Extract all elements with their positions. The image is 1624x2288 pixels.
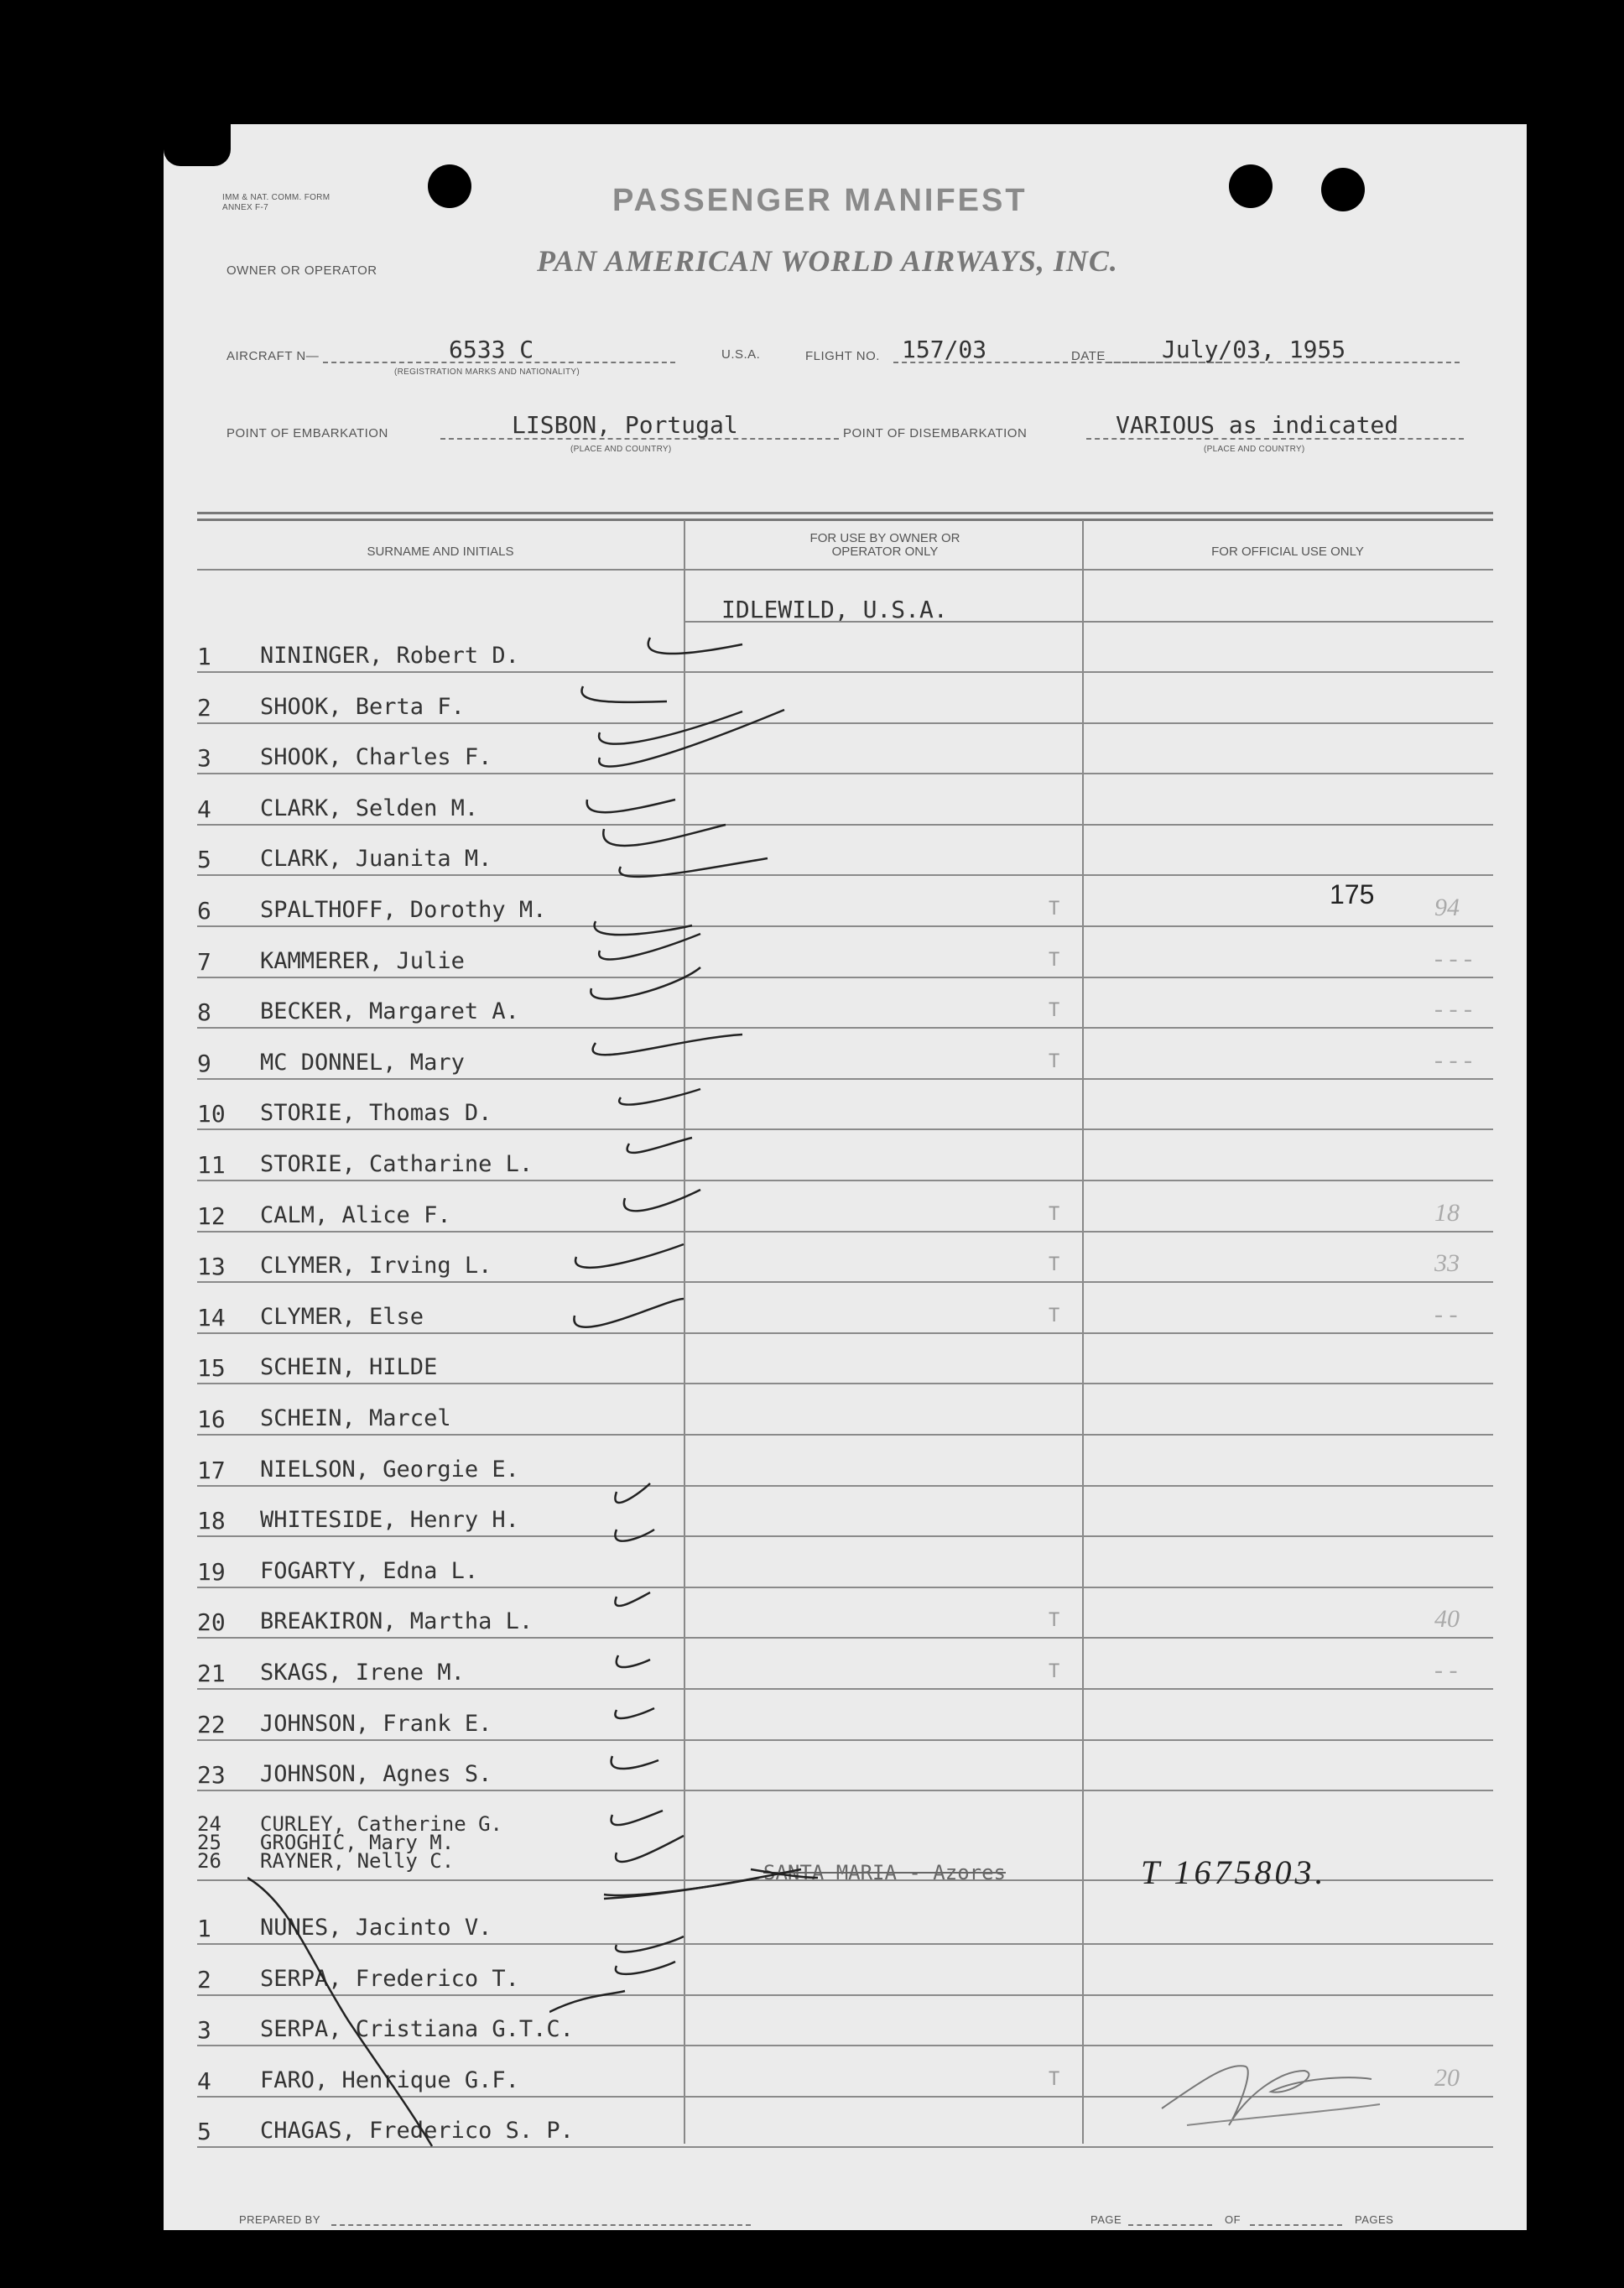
operator-mark: T [1049, 1254, 1060, 1276]
passenger-name: SCHEIN, HILDE [260, 1354, 438, 1381]
passenger-name: KAMMERER, Julie [260, 947, 465, 974]
operator-mark: T [1049, 949, 1060, 971]
passenger-name: FARO, Henrique G.F. [260, 2066, 519, 2093]
passenger-name: GROGHIC, Mary M. [260, 1831, 455, 1854]
passenger-number: 4 [197, 2066, 211, 2095]
passenger-name: SERPA, Cristiana G.T.C. [260, 2016, 574, 2043]
passenger-number: 3 [197, 744, 211, 773]
flight-label: FLIGHT NO. [805, 349, 880, 363]
passenger-number: 17 [197, 1456, 226, 1484]
date-value: July/03, 1955 [1162, 336, 1346, 363]
passenger-number: 14 [197, 1303, 226, 1332]
punch-hole [428, 164, 471, 208]
passenger-name: BECKER, Margaret A. [260, 998, 519, 1025]
passenger-number: 1 [197, 1915, 211, 1942]
disembark-label: POINT OF DISEMBARKATION [843, 426, 1028, 440]
passenger-number: 1 [197, 643, 211, 670]
aircraft-label: AIRCRAFT N— [226, 349, 320, 363]
owner-label: OWNER OR OPERATOR [226, 263, 377, 278]
operator-mark: T [1049, 899, 1060, 920]
operator-mark: T [1049, 1661, 1060, 1682]
date-label: DATE [1071, 349, 1106, 363]
passenger-number: 5 [197, 2118, 211, 2146]
official-value: 33 [1434, 1249, 1460, 1278]
official-value: - - [1434, 1656, 1458, 1684]
passenger-name: CLYMER, Else [260, 1303, 424, 1330]
passenger-number: 20 [197, 1608, 226, 1637]
passenger-number: 7 [197, 947, 211, 976]
passenger-name: CLARK, Selden M. [260, 795, 479, 821]
passenger-name: JOHNSON, Agnes S. [260, 1761, 492, 1788]
passenger-number: 16 [197, 1405, 226, 1433]
passenger-name: CALM, Alice F. [260, 1201, 451, 1228]
official-note-175: 175 [1330, 879, 1375, 909]
destination-idlewild: IDLEWILD, U.S.A. [721, 596, 948, 623]
signature [1153, 2046, 1405, 2138]
flight-value: 157/03 [902, 336, 987, 363]
passenger-number: 15 [197, 1354, 226, 1383]
prepared-label: PREPARED BY [239, 2213, 321, 2226]
passenger-number: 5 [197, 846, 211, 874]
operator-mark: T [1049, 1610, 1060, 1632]
passenger-number: 3 [197, 2016, 211, 2045]
passenger-number: 9 [197, 1049, 211, 1077]
official-value: - - - [1434, 1045, 1472, 1074]
passenger-number: 12 [197, 1201, 226, 1230]
col-official-header: FOR OFFICIAL USE ONLY [1211, 545, 1364, 559]
passenger-name: NININGER, Robert D. [260, 643, 519, 669]
embark-value: LISBON, Portugal [512, 411, 738, 439]
aircraft-value: 6533 C [449, 336, 534, 363]
passenger-name: CURLEY, Catherine G. [260, 1812, 502, 1836]
passenger-name: CHAGAS, Frederico S. P. [260, 2118, 574, 2145]
operator-mark: T [1049, 2068, 1060, 2090]
page-label: PAGE [1090, 2213, 1122, 2226]
passenger-number: 24 [197, 1812, 221, 1836]
passenger-number: 10 [197, 1100, 226, 1128]
manifest-page [164, 124, 1527, 2230]
operator-mark: T [1049, 1000, 1060, 1022]
disembark-sub: (PLACE AND COUNTRY) [1204, 445, 1305, 454]
passenger-number: 18 [197, 1507, 226, 1535]
official-value: 94 [1434, 894, 1460, 921]
passenger-name: SKAGS, Irene M. [260, 1660, 465, 1686]
operator-mark: T [1049, 1305, 1060, 1326]
passenger-number: 11 [197, 1151, 226, 1179]
passenger-number: 13 [197, 1253, 226, 1281]
usa-label: U.S.A. [721, 347, 761, 362]
embark-label: POINT OF EMBARKATION [226, 426, 388, 440]
passenger-number: 26 [197, 1849, 221, 1873]
destination-santa-maria: SANTA MARIA - Azores [763, 1861, 1006, 1884]
owner-value: PAN AMERICAN WORLD AIRWAYS, INC. [537, 244, 1118, 278]
passenger-name: STORIE, Catharine L. [260, 1151, 534, 1177]
punch-hole [164, 107, 231, 166]
passenger-number: 22 [197, 1710, 226, 1738]
operator-mark: T [1049, 1050, 1060, 1072]
passenger-name: NUNES, Jacinto V. [260, 1915, 492, 1941]
passenger-number: 23 [197, 1761, 226, 1790]
passenger-number: 21 [197, 1660, 226, 1687]
official-note-ticket: T 1675803. [1141, 1853, 1327, 1891]
form-title: PASSENGER MANIFEST [612, 183, 1028, 218]
passenger-name: SCHEIN, Marcel [260, 1405, 451, 1431]
passenger-name: BREAKIRON, Martha L. [260, 1608, 534, 1635]
operator-mark: T [1049, 1203, 1060, 1225]
of-label: OF [1225, 2213, 1241, 2226]
passenger-name: SHOOK, Charles F. [260, 744, 492, 771]
passenger-number: 19 [197, 1557, 226, 1586]
official-value: - - [1434, 1300, 1458, 1328]
passenger-number: 8 [197, 998, 211, 1027]
passenger-name: CLARK, Juanita M. [260, 846, 492, 873]
form-code: IMM & NAT. COMM. FORM ANNEX F-7 [222, 193, 331, 212]
passenger-number: 25 [197, 1831, 221, 1854]
col-operator-header: FOR USE BY OWNER OR OPERATOR ONLY [809, 531, 960, 559]
disembark-value: VARIOUS as indicated [1116, 411, 1399, 439]
passenger-name: MC DONNEL, Mary [260, 1049, 465, 1076]
passenger-name: FOGARTY, Edna L. [260, 1557, 479, 1584]
official-value: 18 [1434, 1198, 1460, 1227]
passenger-name: SHOOK, Berta F. [260, 693, 465, 720]
passenger-number: 4 [197, 795, 211, 823]
passenger-name: RAYNER, Nelly C. [260, 1849, 455, 1873]
passenger-name: WHITESIDE, Henry H. [260, 1507, 519, 1534]
official-value: - - - [1434, 944, 1472, 972]
punch-hole [1321, 168, 1365, 211]
official-value: 20 [1434, 2063, 1460, 2092]
official-value: 40 [1434, 1605, 1460, 1634]
passenger-name: CLYMER, Irving L. [260, 1253, 492, 1280]
passenger-name: JOHNSON, Frank E. [260, 1710, 492, 1737]
passenger-number: 2 [197, 693, 211, 722]
passenger-name: SERPA, Frederico T. [260, 1965, 519, 1992]
cross-out-line [247, 1853, 835, 2188]
pages-label: PAGES [1355, 2213, 1394, 2226]
punch-hole [1229, 164, 1273, 208]
embark-sub: (PLACE AND COUNTRY) [570, 445, 672, 454]
passenger-name: SPALTHOFF, Dorothy M. [260, 897, 547, 923]
aircraft-sub: (REGISTRATION MARKS AND NATIONALITY) [394, 367, 580, 377]
passenger-name: NIELSON, Georgie E. [260, 1456, 519, 1483]
col-surname-header: SURNAME AND INITIALS [367, 545, 514, 559]
passenger-name: STORIE, Thomas D. [260, 1100, 492, 1127]
official-value: - - - [1434, 995, 1472, 1024]
passenger-number: 2 [197, 1965, 211, 1994]
passenger-number: 6 [197, 897, 211, 925]
